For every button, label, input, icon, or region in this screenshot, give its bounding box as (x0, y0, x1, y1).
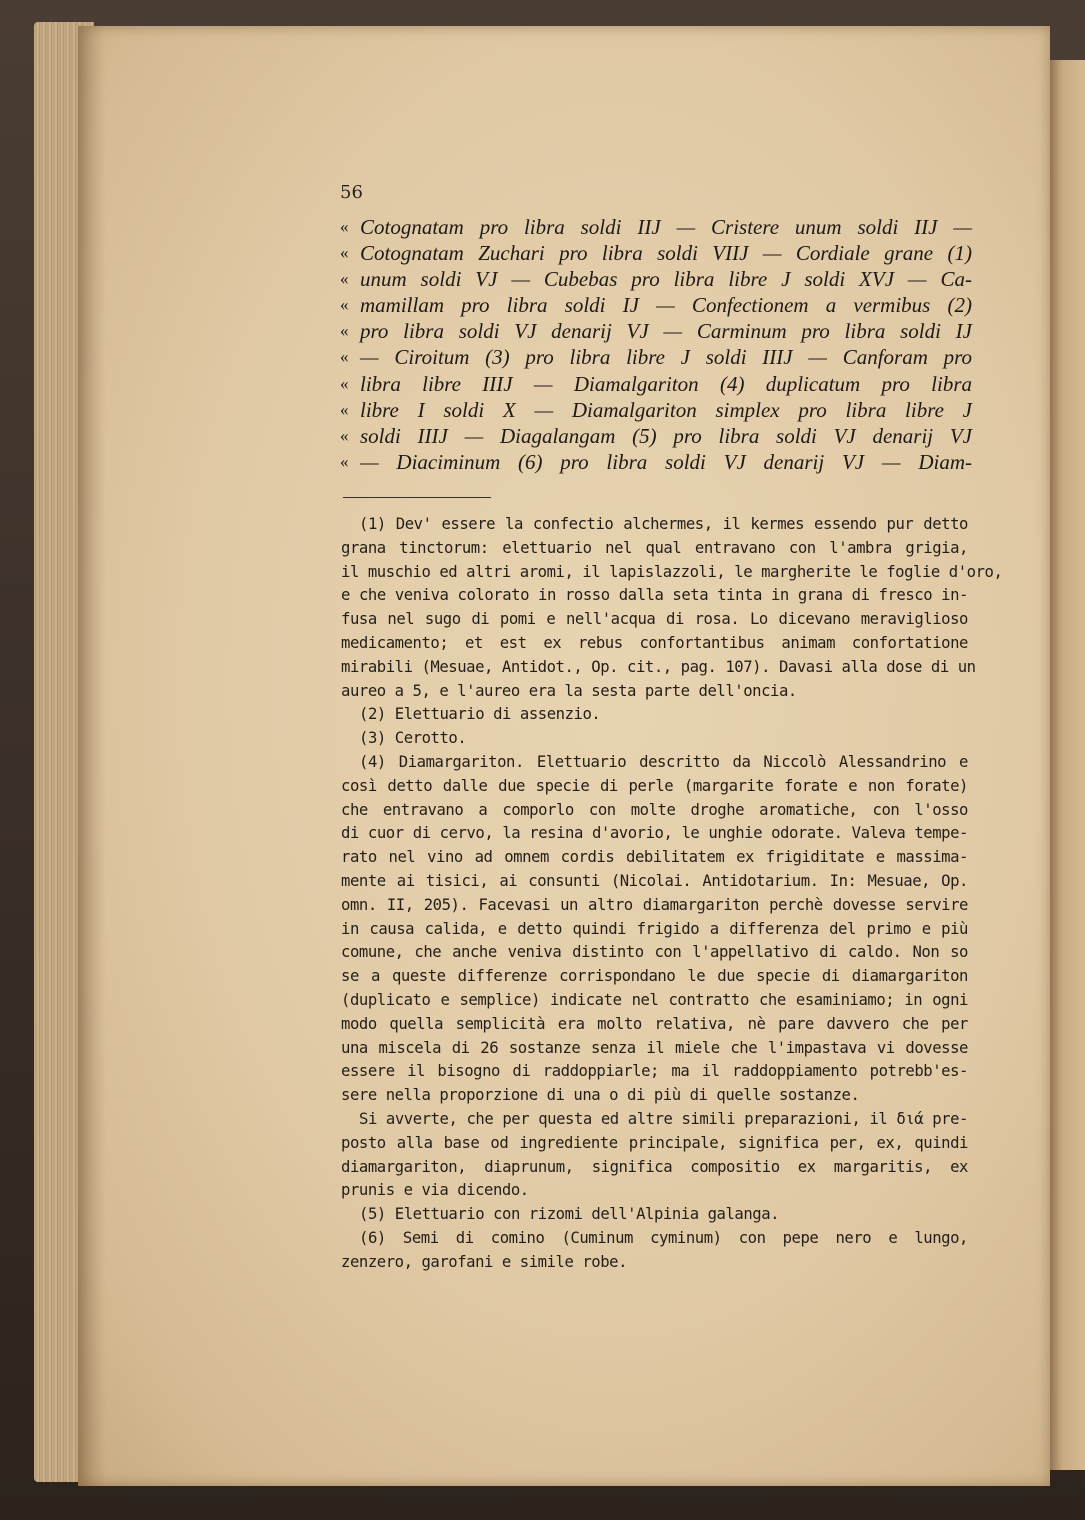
quote-mark: « (340, 321, 349, 341)
main-text-block (340, 214, 972, 475)
footnote-line: comune, che anche veniva distinto con l'appellativo di caldo. Non so (341, 943, 968, 962)
footnote-line: modo quella semplicità era molto relativa, nè pare davvero che per (341, 1014, 968, 1033)
footnote-line: essere il bisogno di raddoppiarle; ma il raddoppiamento potrebb'es- (341, 1062, 968, 1081)
quote-mark: « (340, 373, 349, 393)
main-text-line (340, 318, 972, 344)
quote-mark: « (340, 217, 349, 236)
footnote-line: (1) Dev' essere la confectio alchermes, il kermes essendo pur detto (359, 515, 968, 533)
footnote-line: (4) Diamargariton. Elettuario descritto da Niccolò Alessandrino e (359, 752, 968, 771)
main-text-line (340, 240, 972, 266)
footnote-line: il muschio ed altri aromi, il lapislazzoli, le margherite le foglie d'oro, (341, 562, 1003, 581)
main-text-line (340, 292, 972, 318)
main-text-line-content: libre I soldi X — Diamalgariton simplex pro libra libre J (360, 397, 972, 422)
quote-mark: « (340, 269, 349, 289)
footnote-line: se a queste differenze corrispondano le due specie di diamargariton (341, 967, 968, 986)
main-text-line (340, 214, 972, 240)
main-text-line-content: — Diaciminum (6) pro libra soldi VJ denarij VJ — Diam- (360, 449, 972, 474)
footnote-line: medicamento; et est ex rebus confortantibus animam confortatione (341, 633, 968, 652)
footnote-line: (5) Elettuario con rizomi dell'Alpinia galanga. (359, 1205, 780, 1224)
quote-mark: « (340, 295, 349, 315)
quote-mark: « (340, 451, 349, 471)
footnote-line: rato nel vino ad omnem cordis debilitatem ex frigiditate e massima- (341, 848, 968, 867)
footnote-line: posto alla base od ingrediente principale, significa per, ex, quindi (341, 1133, 968, 1152)
main-text-line-content: soldi IIIJ — Diagalangam (5) pro libra soldi VJ denarij VJ (360, 423, 972, 448)
footnote-line: e che veniva colorato in rosso dalla seta tinta in grana di fresco in- (341, 586, 968, 605)
quote-mark: « (340, 347, 349, 367)
footnote-line: zenzero, garofani e simile robe. (341, 1252, 628, 1271)
main-text-line-content: Cotognatam Zuchari pro libra soldi VIIJ — Cordiale grane (1) (360, 241, 972, 266)
footnote-line: (duplicato e semplice) indicate nel contratto che esaminiamo; in ogni (341, 990, 968, 1009)
main-text-line-content: Cotognatam pro libra soldi IIJ — Cristere unum soldi IIJ — (360, 215, 972, 239)
footnote-line: grana tinctorum: elettuario nel qual entravano con l'ambra grigia, (341, 538, 968, 557)
main-text-line (340, 449, 972, 475)
quote-mark: « (340, 425, 349, 445)
main-text-line (340, 423, 972, 449)
footnote-line: che entravano a comporlo con molte droghe aromatiche, con l'osso (341, 800, 968, 819)
footnote-line: (3) Cerotto. (359, 729, 467, 748)
footnote-line: una miscela di 26 sostanze senza il miele che l'impastava vi dovesse (341, 1038, 968, 1057)
footnote-line: prunis e via dicendo. (341, 1181, 529, 1200)
main-text-line-content: pro libra soldi VJ denarij VJ — Carminum pro libra soldi IJ (360, 319, 972, 344)
footnote-line: in causa calida, e detto quindi frigido a differenza del primo e più (341, 919, 968, 938)
page-number: 56 (340, 182, 363, 203)
main-text-line (340, 371, 972, 397)
footnote-line: mente ai tisici, ai consunti (Nicolai. Antidotarium. In: Mesuae, Op. (341, 871, 968, 890)
footnote-line: (6) Semi di comino (Cuminum cyminum) con pepe nero e lungo, (359, 1228, 968, 1247)
main-text-line-content: unum soldi VJ — Cubebas pro libra libre J soldi XVJ — Ca- (360, 267, 972, 292)
main-text-line (340, 397, 972, 423)
main-text-line-content: — Ciroitum (3) pro libra libre J soldi IIIJ — Canforam pro (360, 345, 972, 370)
footnote-line: diamargariton, diaprunum, significa compositio ex margaritis, ex (341, 1157, 968, 1176)
footnote-line: (2) Elettuario di assenzio. (359, 705, 601, 724)
footnote-separator (343, 497, 491, 498)
gutter-shadow (78, 26, 106, 1486)
quote-mark: « (340, 399, 349, 419)
footnote-line: fusa nel sugo di pomi e nell'acqua di rosa. Lo dicevano meraviglioso (341, 610, 968, 629)
footnote-line: sere nella proporzione di una o di più di quelle sostanze. (341, 1086, 860, 1105)
footnotes-block (341, 513, 1003, 1275)
main-text-line (340, 344, 972, 370)
footnote-line: mirabili (Mesuae, Antidot., Op. cit., pag. 107). Davasi alla dose di un (341, 657, 976, 676)
main-text-line (340, 266, 972, 292)
footnote-line: aureo a 5, e l'aureo era la sesta parte dell'oncia. (341, 681, 797, 700)
footnote-line: di cuor di cervo, la resina d'avorio, le unghie odorate. Valeva tempe- (341, 824, 968, 843)
footnote-line: omn. II, 205). Facevasi un altro diamargariton perchè dovesse servire (341, 895, 968, 914)
main-text-line-content: mamillam pro libra soldi IJ — Confectionem a vermibus (2) (360, 293, 972, 318)
facing-page-edge (1048, 60, 1085, 1470)
footnote-line: Si avverte, che per questa ed altre simili preparazioni, il διά pre- (359, 1109, 968, 1128)
footnote-line: così detto dalle due specie di perle (margarite forate e non forate) (341, 776, 968, 795)
main-text-line-content: libra libre IIIJ — Diamalgariton (4) duplicatum pro libra (360, 371, 972, 396)
quote-mark: « (340, 243, 349, 263)
